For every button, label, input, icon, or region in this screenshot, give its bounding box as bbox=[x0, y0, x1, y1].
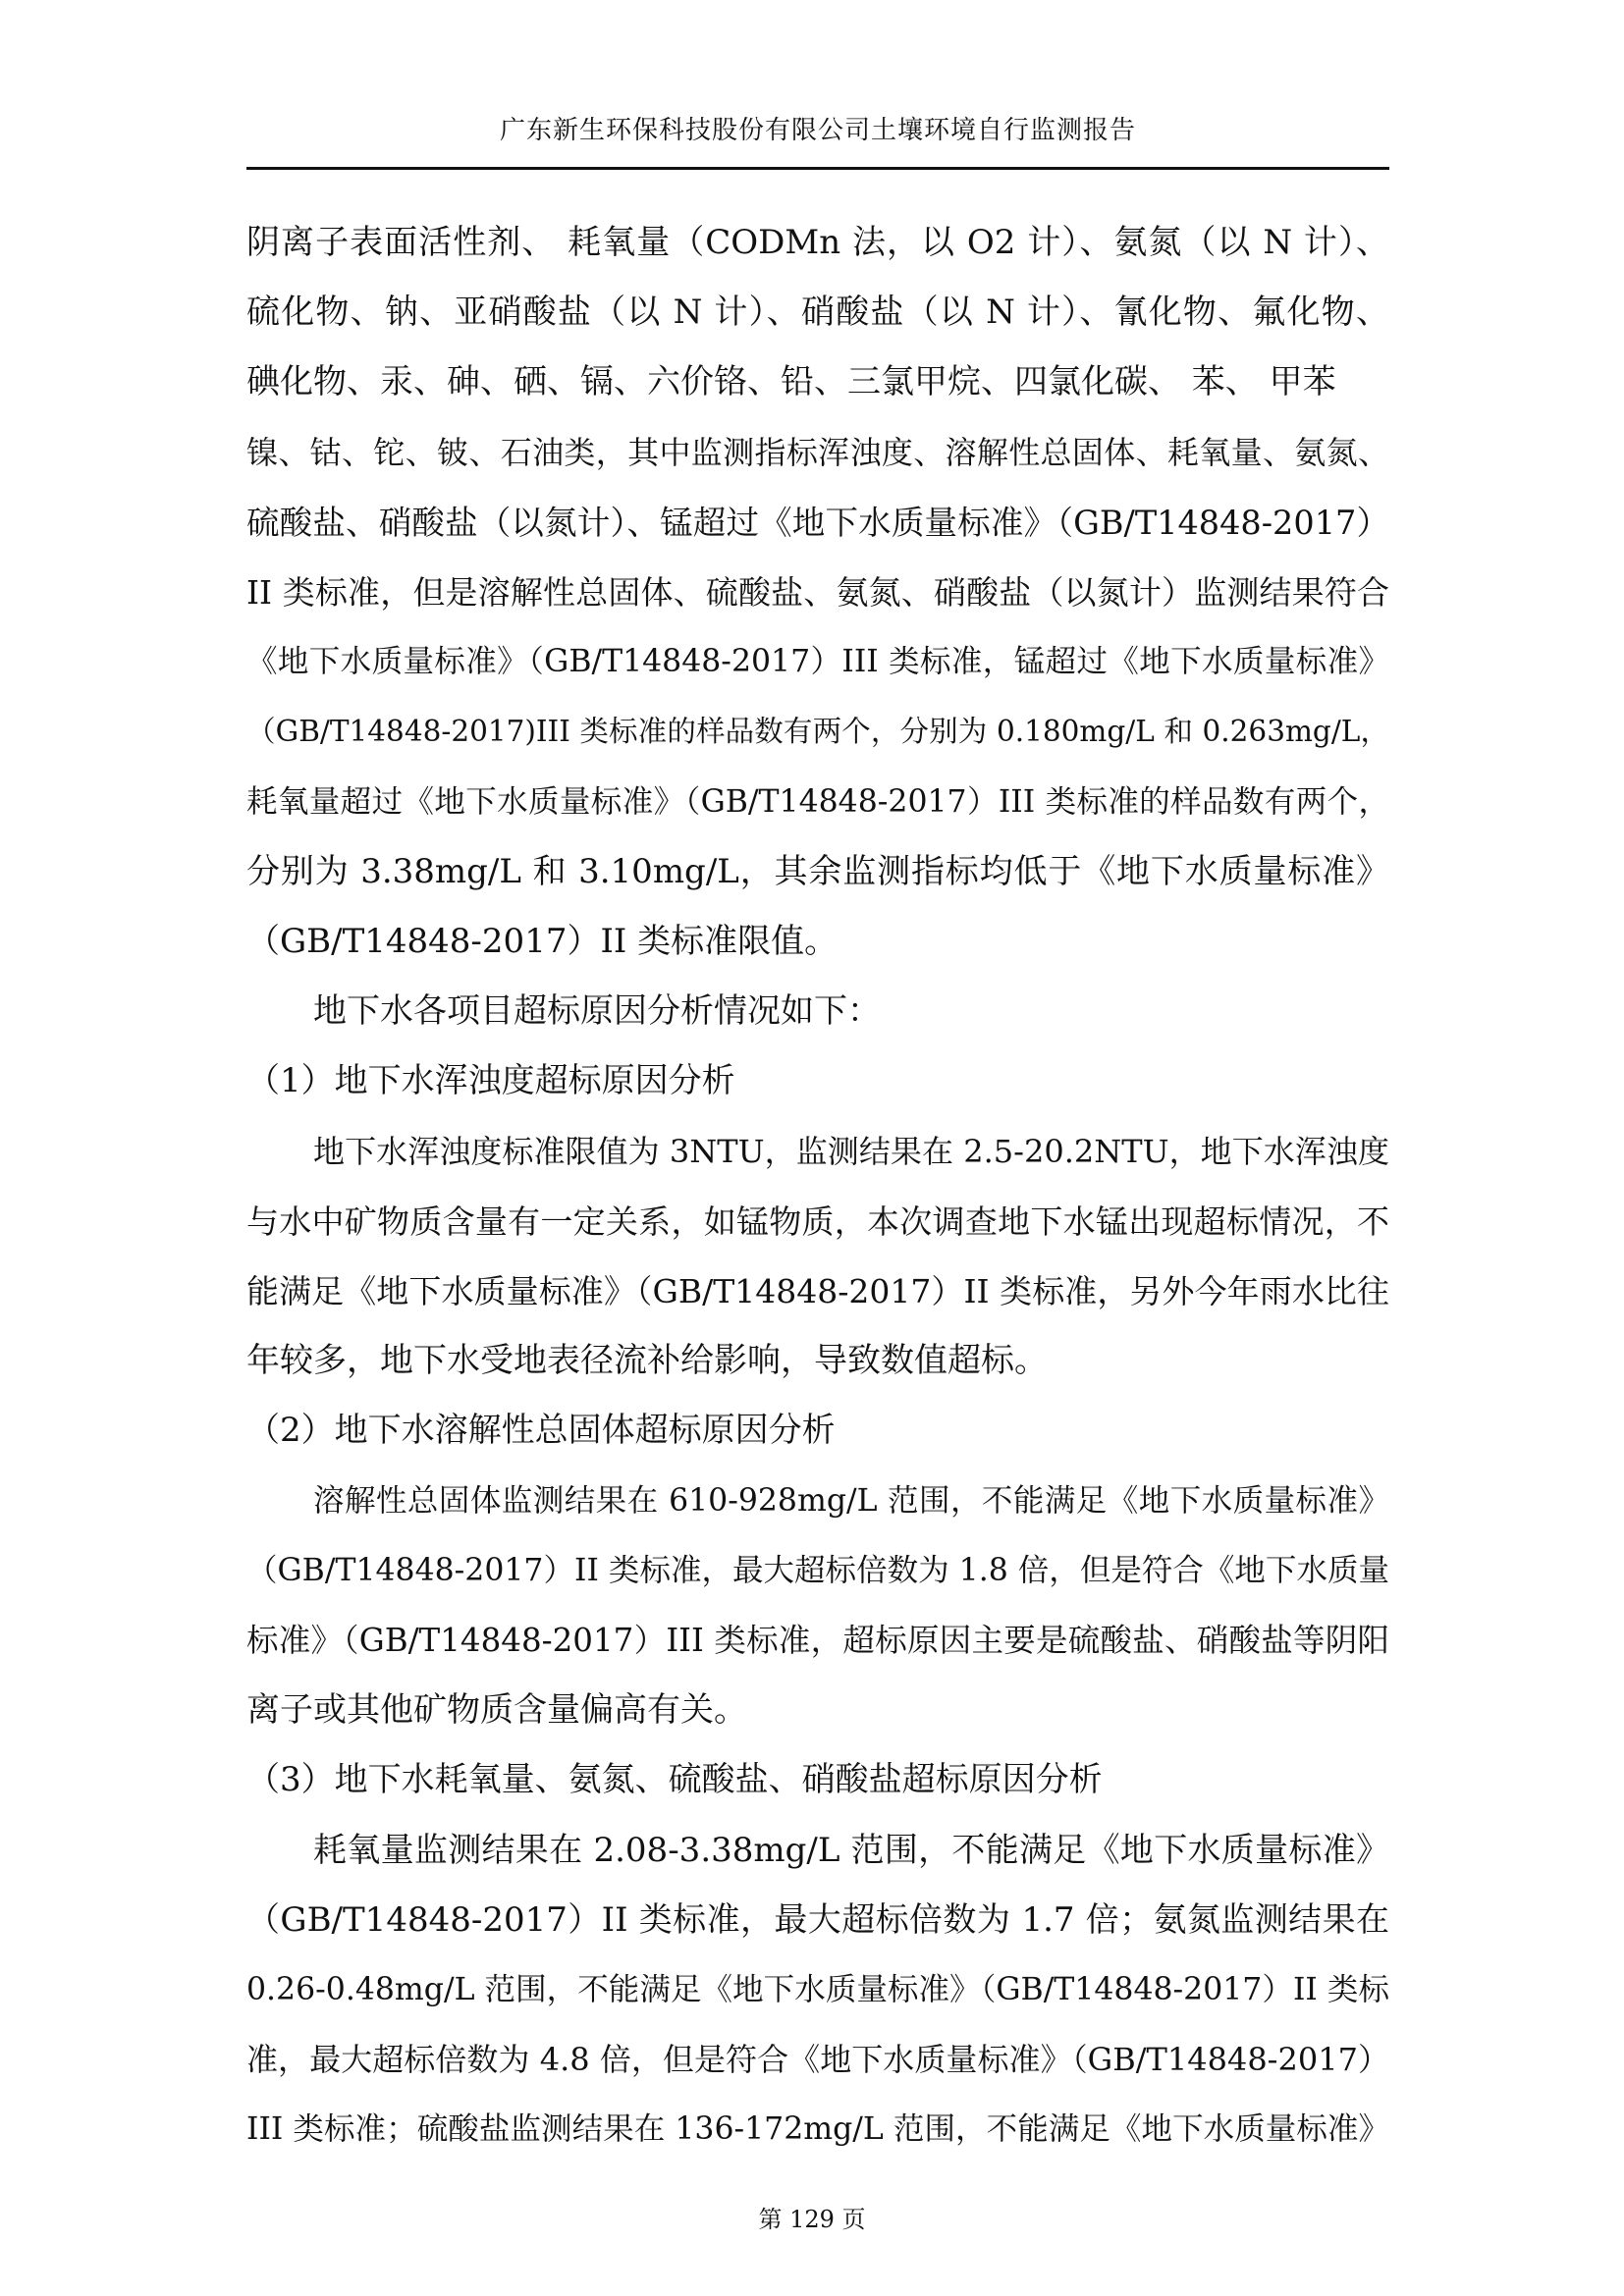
body-line: II 类标准，但是溶解性总固体、硫酸盐、氨氮、硝酸盐（以氮计）监测结果符合 bbox=[246, 573, 1389, 613]
body-line: 标准》（GB/T14848-2017）III 类标准，超标原因主要是硫酸盐、硝酸盐等阴阳 bbox=[246, 1622, 1389, 1660]
header-divider bbox=[246, 167, 1389, 170]
body-line: 《地下水质量标准》（GB/T14848-2017）III 类标准，锰超过《地下水质量标准》 bbox=[246, 644, 1389, 680]
body-line: 能满足《地下水质量标准》（GB/T14848-2017）II 类标准，另外今年雨水比往 bbox=[246, 1272, 1389, 1311]
body-line: 离子或其他矿物质含量偏高有关。 bbox=[246, 1690, 747, 1731]
body-line: （GB/T14848-2017）II 类标准，最大超标倍数为 1.8 倍，但是符合《地下水质量 bbox=[246, 1552, 1389, 1588]
page-header-title: 广东新生环保科技股份有限公司土壤环境自行监测报告 bbox=[499, 116, 1136, 145]
body-line: 地下水浑浊度标准限值为 3NTU，监测结果在 2.5-20.2NTU，地下水浑浊度 bbox=[313, 1132, 1389, 1170]
body-line: 溶解性总固体监测结果在 610-928mg/L 范围，不能满足《地下水质量标准》 bbox=[313, 1482, 1389, 1519]
body-line: （GB/T14848-2017）II 类标准，最大超标倍数为 1.7 倍；氨氮监测结果在 bbox=[246, 1899, 1389, 1940]
body-line: 硫酸盐、硝酸盐（以氮计）、锰超过《地下水质量标准》（GB/T14848-2017） bbox=[246, 503, 1389, 542]
body-line: 耗氧量超过《地下水质量标准》（GB/T14848-2017）III 类标准的样品数有两个， bbox=[246, 783, 1389, 820]
body-line: 分别为 3.38mg/L 和 3.10mg/L，其余监测指标均低于《地下水质量标准》 bbox=[246, 851, 1389, 891]
body-line: III 类标准；硫酸盐监测结果在 136-172mg/L 范围，不能满足《地下水质量标准》 bbox=[246, 2111, 1389, 2148]
body-line: 碘化物、汞、砷、硒、镉、六价铬、铅、三氯甲烷、四氯化碳、 苯、 甲苯 bbox=[246, 362, 1336, 402]
body-line: 与水中矿物质含量有一定关系，如锰物质，本次调查地下水锰出现超标情况，不 bbox=[246, 1201, 1389, 1241]
body-line: 年较多，地下水受地表径流补给影响，导致数值超标。 bbox=[246, 1341, 1048, 1381]
section-heading: （3）地下水耗氧量、氨氮、硫酸盐、硝酸盐超标原因分析 bbox=[246, 1760, 1103, 1800]
body-line: 硫化物、钠、亚硝酸盐（以 N 计）、硝酸盐（以 N 计）、氰化物、氟化物、 bbox=[246, 293, 1389, 333]
body-line: 耗氧量监测结果在 2.08-3.38mg/L 范围，不能满足《地下水质量标准》 bbox=[313, 1830, 1389, 1870]
body-line: 0.26-0.48mg/L 范围，不能满足《地下水质量标准》（GB/T14848-2017）II 类标 bbox=[246, 1972, 1389, 2008]
page-number: 第 129 页 bbox=[758, 2206, 866, 2233]
body-line: （GB/T14848-2017）II 类标准限值。 bbox=[246, 922, 839, 962]
section-heading: （2）地下水溶解性总固体超标原因分析 bbox=[246, 1411, 836, 1451]
body-line: 地下水各项目超标原因分析情况如下： bbox=[313, 991, 881, 1032]
body-line: 阴离子表面活性剂、 耗氧量（CODMn 法，以 O2 计）、氨氮（以 N 计）、 bbox=[246, 223, 1389, 262]
body-line: 准，最大超标倍数为 4.8 倍，但是符合《地下水质量标准》（GB/T14848-2017） bbox=[246, 2041, 1389, 2079]
body-line: （GB/T14848-2017)III 类标准的样品数有两个，分别为 0.180mg/L 和 0.263mg/L， bbox=[246, 715, 1389, 749]
body-line: 镍、钴、铊、铍、石油类，其中监测指标浑浊度、溶解性总固体、耗氧量、氨氮、 bbox=[246, 433, 1389, 471]
section-heading: （1）地下水浑浊度超标原因分析 bbox=[246, 1061, 735, 1101]
document-body bbox=[246, 208, 1389, 2165]
